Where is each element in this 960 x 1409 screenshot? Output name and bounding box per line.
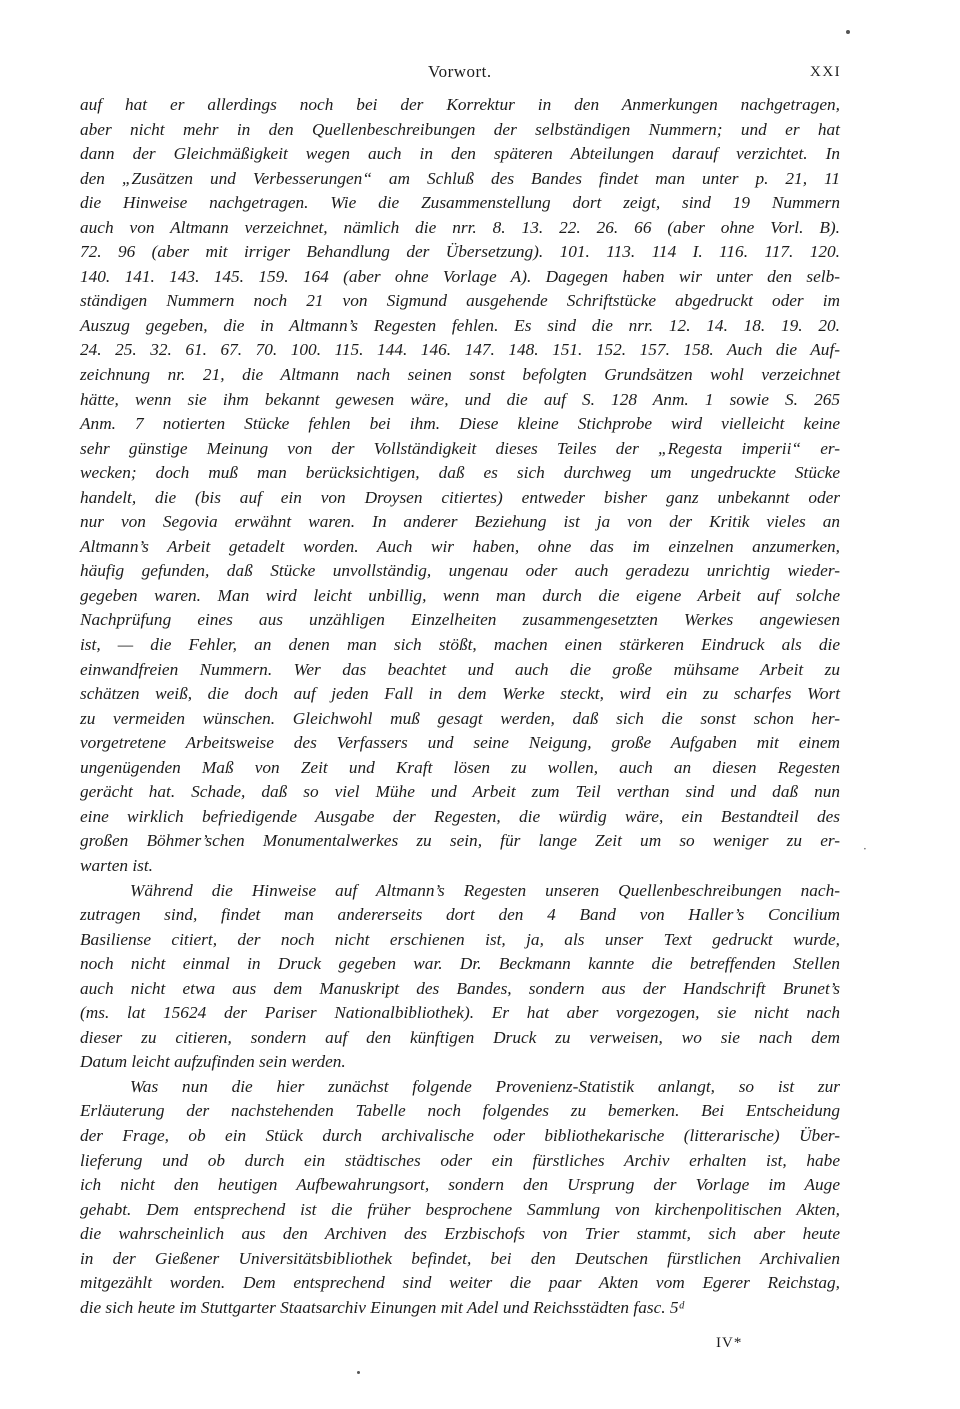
page-number: XXI <box>810 64 842 80</box>
text-line: warten ist. <box>80 855 153 875</box>
running-title: Vorwort. <box>428 62 492 81</box>
print-speck <box>357 1371 360 1374</box>
text-line: die wahrscheinlich aus den Archiven des Erzbischofs von Trier stammt, sich aber heute <box>80 1224 840 1244</box>
text-line: Altmann’s Arbeit getadelt worden. Auch wir haben, ohne das im einzelnen anzumerken, <box>80 536 840 556</box>
text-line: die sich heute im Stuttgarter Staatsarchiv Einungen mit Adel und Reichsstädten fasc. 5ᵈ <box>80 1297 684 1317</box>
text-line: schätzen weiß, die doch auf jeden Fall in dem Werke steckt, wird ein zu scharfes Wort <box>80 684 840 704</box>
text-line: großen Böhmer’schen Monumentalwerkes zu sein, für lange Zeit um so weniger zu er- <box>80 831 840 851</box>
text-line: eine wirklich befriedigende Ausgabe der Regesten, die würdig wäre, ein Bestandteil des <box>80 806 840 826</box>
text-line: ist, — die Fehler, an denen man sich stößt, machen einen stärkeren Eindruck als die <box>80 635 840 655</box>
text-line: (ms. lat 15624 der Pariser Nationalbibliothek). Er hat aber vorgezogen, sie nicht nach <box>80 1003 840 1023</box>
text-line: auch von Altmann verzeichnet, nämlich die nrr. 8. 13. 22. 26. 66 (aber ohne Vorl. B). <box>80 217 840 237</box>
text-line: Datum leicht aufzufinden sein werden. <box>80 1052 346 1072</box>
text-line: handelt, die (bis auf ein von Droysen citiertes) entweder bisher ganz unbekannt oder <box>80 487 840 507</box>
text-line: noch nicht einmal in Druck gegeben war. Dr. Beckmann kannte die betreffenden Stellen <box>80 954 840 974</box>
text-line: vorgetretene Arbeitsweise des Verfassers und seine Neigung, große Aufgaben mit einem <box>80 733 840 753</box>
text-line: Basiliense citiert, der noch nicht erschienen ist, ja, als unser Text gedruckt wurde, <box>80 929 840 949</box>
text-line: gegeben waren. Man wird leicht unbillig, wenn man durch die eigene Arbeit auf solche <box>80 585 840 605</box>
body-text <box>80 93 840 1320</box>
signature-mark: IV* <box>716 1335 743 1351</box>
text-line: sehr günstige Meinung von der Vollständigkeit dieses Teiles der „Regesta imperii“ er- <box>80 438 840 458</box>
text-line: dann der Gleichmäßigkeit wegen auch in den späteren Abteilungen darauf verzichtet. In <box>80 144 840 164</box>
text-line: gerächt hat. Schade, daß so viel Mühe und Arbeit zum Teil verthan sind und daß nun <box>80 782 840 802</box>
text-line: 24. 25. 32. 61. 67. 70. 100. 115. 144. 146. 147. 148. 151. 152. 157. 158. Auch die Auf- <box>80 340 840 360</box>
text-line: Nachprüfung eines aus unzähligen Einzelheiten zusammengesetzten Werkes angewiesen <box>80 610 840 630</box>
text-line: ungenügenden Maß von Zeit und Kraft lösen zu wollen, auch an diesen Regesten <box>80 757 840 777</box>
text-line: einwandfreien Nummern. Wer das beachtet und auch die große mühsame Arbeit zu <box>80 659 840 679</box>
text-line: der Frage, ob ein Stück durch archivalische oder bibliothekarische (litterarische) Über- <box>80 1125 840 1145</box>
text-line: nur von Segovia erwähnt waren. In anderer Beziehung ist ja von der Kritik vieles an <box>80 512 840 532</box>
text-line: ich nicht den heutigen Aufbewahrungsort, sondern den Ursprung der Vorlage im Auge <box>80 1175 840 1195</box>
print-speck <box>846 30 850 34</box>
text-line: dieser zu citieren, sondern auf den künftigen Druck zu verweisen, wo sie nach dem <box>80 1027 840 1047</box>
text-line: zeichnung nr. 21, die Altmann nach seinen sonst befolgten Grundsätzen wohl verzeichnet <box>80 365 840 385</box>
text-line: Erläuterung der nachstehenden Tabelle noch folgendes zu bemerken. Bei Entscheidung <box>80 1101 840 1121</box>
text-line: Während die Hinweise auf Altmann’s Regesten unseren Quellenbeschreibungen nach- <box>130 880 840 900</box>
text-line: häufig gefunden, daß Stücke unvollständig, ungenau oder auch geradezu unrichtig wieder- <box>80 561 840 581</box>
text-line: in der Gießener Universitätsbibliothek befindet, bei den Deutschen fürstlichen Archivalien <box>80 1248 840 1268</box>
text-line: lieferung und ob durch ein städtisches oder ein fürstliches Archiv erhalten ist, habe <box>80 1150 840 1170</box>
text-line: hätte, wenn sie ihm bekannt gewesen wäre, und die auf S. 128 Anm. 1 sowie S. 265 <box>80 389 840 409</box>
text-line: aber nicht mehr in den Quellenbeschreibungen der selbständigen Nummern; und er hat <box>80 119 840 139</box>
text-line: 140. 141. 143. 145. 159. 164 (aber ohne Vorlage A). Dagegen haben wir unter den selb- <box>80 266 840 286</box>
text-line: mitgezählt worden. Dem entsprechend sind weiter die paar Akten vom Egerer Reichstag, <box>80 1273 840 1293</box>
text-line: zu vermeiden wünschen. Gleichwohl muß gesagt werden, daß sich die sonst schon her- <box>80 708 840 728</box>
margin-mark: · <box>863 842 867 856</box>
text-line: den „Zusätzen und Verbesserungen“ am Schluß des Bandes findet man unter p. 21, 11 <box>80 168 840 188</box>
text-line: Anm. 7 notierten Stücke fehlen bei ihm. Diese kleine Stichprobe wird vielleicht keine <box>80 414 840 434</box>
running-head <box>0 62 960 86</box>
text-line: zutragen sind, findet man andererseits dort den 4 Band von Haller’s Concilium <box>80 905 840 925</box>
text-line: auf hat er allerdings noch bei der Korrektur in den Anmerkungen nachgetragen, <box>80 95 840 114</box>
text-line: 72. 96 (aber mit irriger Behandlung der Übersetzung). 101. 113. 114 I. 116. 117. 120. <box>80 242 840 262</box>
text-line: ständigen Nummern noch 21 von Sigmund ausgehende Schriftstücke abgedruckt oder im <box>80 291 840 311</box>
text-line: Was nun die hier zunächst folgende Provenienz-Statistik anlangt, so ist zur <box>130 1076 840 1096</box>
text-line: gehabt. Dem entsprechend ist die früher besprochene Sammlung von kirchenpolitischen Akten, <box>80 1199 840 1219</box>
text-line: wecken; doch muß man berücksichtigen, daß es sich durchweg um ungedruckte Stücke <box>80 463 840 483</box>
text-line: die Hinweise nachgetragen. Wie die Zusammenstellung dort zeigt, sind 19 Nummern <box>80 193 840 213</box>
text-line: auch nicht etwa aus dem Manuskript des Bandes, sondern aus der Handschrift Brunet’s <box>80 978 840 998</box>
text-line: Auszug gegeben, die in Altmann’s Regesten fehlen. Es sind die nrr. 12. 14. 18. 19. 20. <box>80 315 840 335</box>
